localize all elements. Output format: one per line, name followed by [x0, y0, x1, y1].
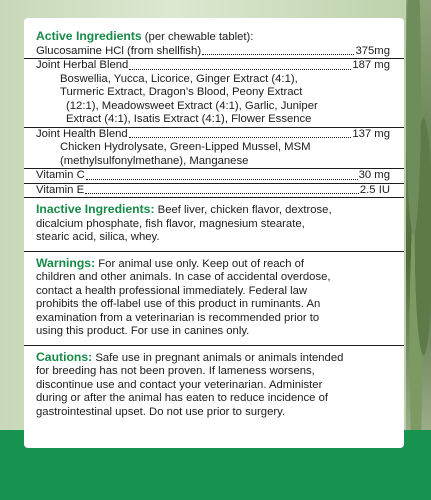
ingredient-amount: 375mg — [355, 44, 390, 57]
leader-dots — [85, 193, 359, 194]
text-line: prohibits the off-label use of this product in ruminants. An — [36, 298, 321, 310]
warnings-section — [36, 252, 390, 345]
inactive-ingredients-section — [36, 198, 390, 251]
component-line: (12:1), Meadowsweet Extract (4:1), Garlic, Juniper — [66, 99, 318, 112]
component-line: Boswellia, Yucca, Licorice, Ginger Extract (4:1), — [60, 72, 298, 85]
ingredient-row-glucosamine — [36, 45, 390, 59]
background-photo-edge — [406, 0, 431, 430]
health-blend-components — [36, 141, 390, 168]
text-line: stearic acid, silica, whey. — [36, 231, 160, 243]
text-line: gastrointestinal upset. Do not use prior to surgery. — [36, 405, 286, 418]
inactive-ingredients-title: Inactive Ingredients: — [36, 202, 155, 216]
ingredient-amount: 137 mg — [352, 127, 390, 140]
text-line: for breeding has not been proven. If lameness worsens, — [36, 365, 315, 377]
text-line: For animal use only. Keep out of reach of — [95, 257, 305, 270]
ingredient-label: Joint Health Blend — [36, 127, 128, 140]
active-ingredients-subtitle: (per chewable tablet): — [141, 31, 254, 43]
ingredient-row-vitamin-c — [36, 169, 390, 183]
component-line: Chicken Hydrolysate, Green-Lipped Mussel, MSM — [60, 141, 311, 153]
text-line: Beef liver, chicken flavor, dextrose, — [154, 204, 332, 216]
leader-dots — [86, 179, 358, 180]
herbal-blend-components — [36, 73, 390, 127]
ingredient-row-health-blend — [36, 128, 390, 142]
ingredient-label: Vitamin E — [36, 183, 85, 196]
leader-dots — [129, 69, 351, 70]
text-line: contact a health professional immediately. Federal law — [36, 284, 308, 297]
text-line: using this product. For use in canines only. — [36, 325, 250, 337]
ingredient-row-vitamin-e — [36, 184, 390, 198]
ingredient-row-herbal-blend — [36, 59, 390, 73]
component-line: (methylsulfonylmethane), Manganese — [60, 154, 249, 167]
ingredient-amount: 187 mg — [352, 59, 390, 71]
ingredient-amount: 2.5 IU — [359, 183, 390, 196]
warnings-title: Warnings: — [36, 255, 96, 270]
text-line: dicalcium phosphate, fish flavor, magnesium stearate, — [36, 217, 305, 230]
text-line: examination from a veterinarian is recommended prior to — [36, 311, 320, 324]
ingredient-label: Joint Herbal Blend — [36, 59, 129, 71]
text-line: children and other animals. In case of accidental overdose, — [36, 271, 331, 283]
ingredient-amount: 30 mg — [358, 169, 390, 181]
leader-dots — [129, 137, 352, 138]
active-ingredients-title: Active Ingredients — [36, 29, 142, 43]
ingredient-label: Glucosamine HCl (from shellfish) — [36, 44, 202, 57]
text-line: Safe use in pregnant animals or animals intended — [92, 351, 344, 364]
cautions-section — [36, 346, 390, 426]
ingredient-label: Vitamin C — [36, 169, 85, 181]
text-line: discontinue use and contact your veterinarian. Administer — [36, 378, 323, 391]
component-line: Turmeric Extract, Dragon’s Blood, Peony Extract — [60, 86, 303, 98]
cautions-title: Cautions: — [36, 349, 93, 364]
text-line: during or after the animal has eaten to reduce incidence of — [36, 392, 329, 404]
component-line: Extract (4:1), Isatis Extract (4:1), Flower Essence — [66, 113, 312, 125]
supplement-facts-panel — [24, 18, 404, 448]
active-ingredients-heading — [36, 30, 390, 45]
leader-dots — [202, 54, 354, 55]
